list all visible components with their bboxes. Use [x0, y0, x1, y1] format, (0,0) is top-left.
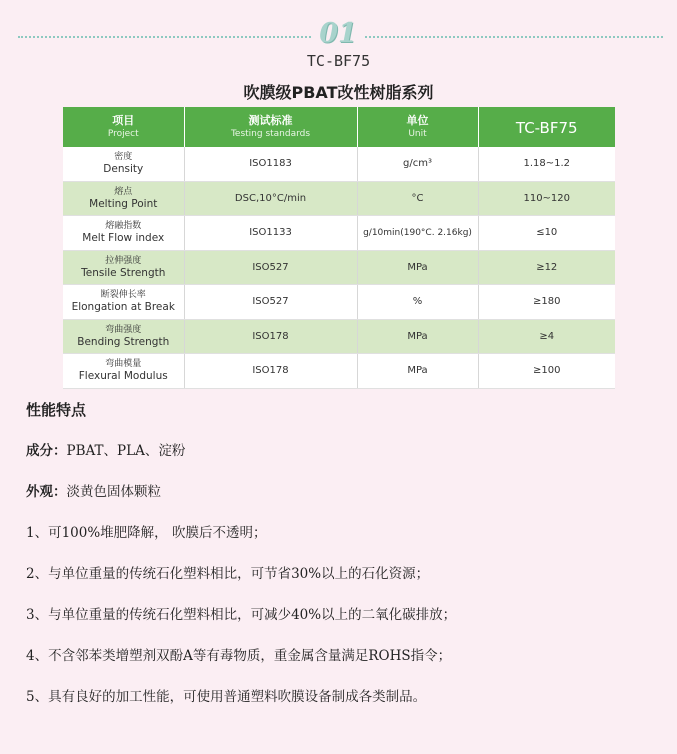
unit-cell: °C	[357, 181, 478, 216]
composition-line	[26, 439, 656, 463]
appearance-line	[26, 480, 656, 504]
table-row	[63, 285, 615, 320]
table-row	[63, 216, 615, 251]
feature-item: 4、不含邻苯类增塑剂双酚A等有毒物质，重金属含量满足ROHS指令；	[26, 648, 452, 664]
table-row	[63, 319, 615, 354]
table-row	[63, 181, 615, 216]
property-cell: 熔融指数 Melt Flow index	[63, 216, 184, 251]
standard-cell: ISO1133	[184, 216, 357, 251]
appearance-value: 淡黄色固体颗粒	[66, 484, 161, 500]
table-header-row	[63, 107, 615, 147]
unit-cell: MPa	[357, 354, 478, 389]
features-title: 性能特点	[26, 401, 87, 419]
value-cell: ≤10	[478, 216, 615, 251]
value-cell: ≥4	[478, 319, 615, 354]
feature-item: 1、可100%堆肥降解， 吹膜后不透明；	[26, 525, 267, 541]
table-row	[63, 147, 615, 181]
value-cell: ≥12	[478, 250, 615, 285]
unit-cell: MPa	[357, 250, 478, 285]
header-testing-standards: 测试标准 Testing standards	[184, 107, 357, 147]
header-project: 项目 Project	[63, 107, 184, 147]
property-cell: 密度 Density	[63, 147, 184, 181]
composition-value: PBAT、PLA、淀粉	[66, 443, 186, 459]
unit-cell: %	[357, 285, 478, 320]
table-row	[63, 354, 615, 389]
standard-cell: ISO178	[184, 354, 357, 389]
unit-cell: g/cm³	[357, 147, 478, 181]
property-cell: 弯曲模量 Flexural Modulus	[63, 354, 184, 389]
appearance-label: 外观：	[26, 484, 67, 500]
unit-cell: g/10min(190°C. 2.16kg)	[357, 216, 478, 251]
value-cell: 110~120	[478, 181, 615, 216]
header-product: TC-BF75	[478, 107, 615, 147]
standard-cell: ISO527	[184, 250, 357, 285]
table-row	[63, 250, 615, 285]
property-cell: 弯曲强度 Bending Strength	[63, 319, 184, 354]
model-title: TC-BF75	[306, 52, 371, 70]
composition-label: 成分：	[26, 443, 67, 459]
feature-item: 5、具有良好的加工性能，可使用普通塑料吹膜设备制成各类制品。	[26, 689, 427, 705]
property-cell: 拉伸强度 Tensile Strength	[63, 250, 184, 285]
property-cell: 断裂伸长率 Elongation at Break	[63, 285, 184, 320]
standard-cell: ISO178	[184, 319, 357, 354]
unit-cell: MPa	[357, 319, 478, 354]
standard-cell: ISO527	[184, 285, 357, 320]
value-cell: 1.18~1.2	[478, 147, 615, 181]
header-unit: 单位 Unit	[357, 107, 478, 147]
section-number: 01	[319, 18, 357, 49]
features-section	[26, 398, 656, 726]
spec-table	[63, 107, 615, 389]
value-cell: ≥100	[478, 354, 615, 389]
value-cell: ≥180	[478, 285, 615, 320]
section-number-badge	[312, 14, 364, 54]
property-cell: 熔点 Melting Point	[63, 181, 184, 216]
feature-item: 2、与单位重量的传统石化塑料相比，可节省30%以上的石化资源；	[26, 566, 430, 582]
series-title: 吹膜级PBAT改性树脂系列	[243, 83, 434, 102]
standard-cell: DSC,10°C/min	[184, 181, 357, 216]
feature-item: 3、与单位重量的传统石化塑料相比，可减少40%以上的二氧化碳排放；	[26, 607, 457, 623]
standard-cell: ISO1183	[184, 147, 357, 181]
